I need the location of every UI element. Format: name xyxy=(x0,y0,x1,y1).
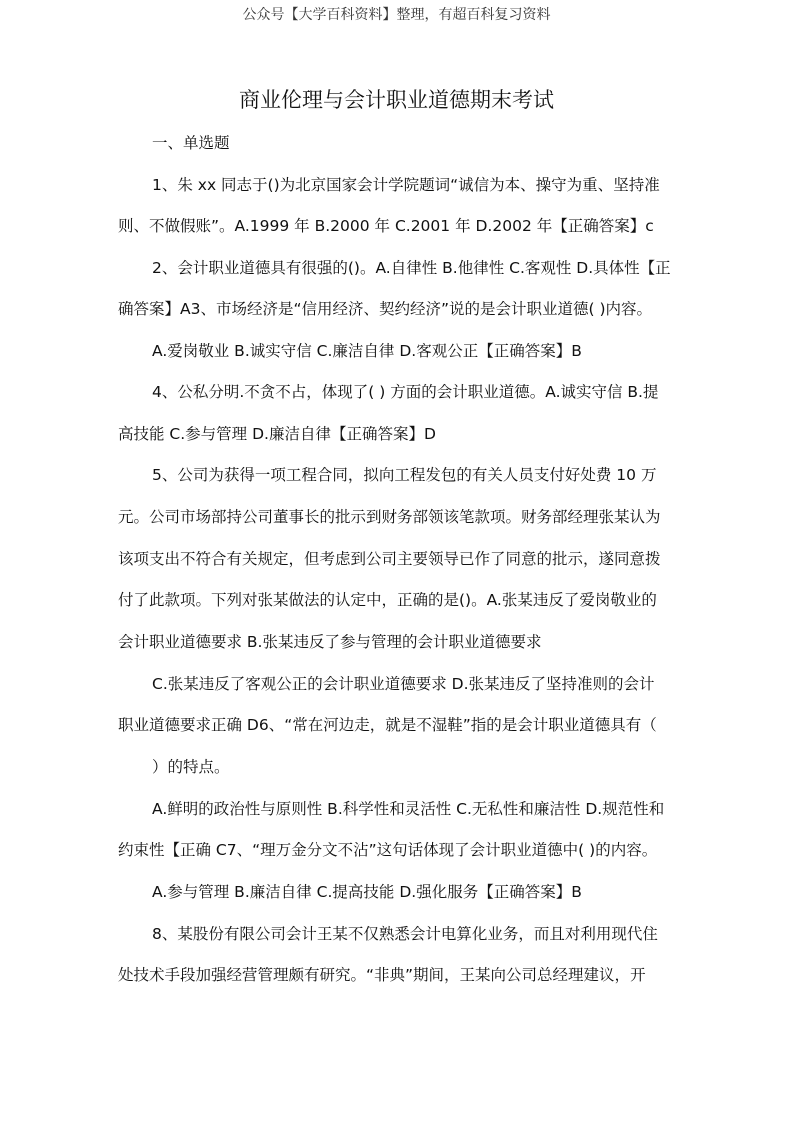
document-title: 商业伦理与会计职业道德期末考试 xyxy=(239,88,554,112)
paragraph-line: 处技术手段加强经营管理颇有研究。“非典”期间，王某向公司总经理建议，开 xyxy=(118,966,646,984)
section-heading: 一、单选题 xyxy=(152,134,230,152)
paragraph-line: 8、某股份有限公司会计王某不仅熟悉会计电算化业务，而且对利用现代住 xyxy=(152,925,658,943)
paragraph-line: 该项支出不符合有关规定，但考虑到公司主要领导已作了同意的批示，遂同意拨 xyxy=(118,550,661,568)
paragraph-line: C.张某违反了客观公正的会计职业道德要求 D.张某违反了坚持准则的会计 xyxy=(152,675,655,693)
paragraph-line: A.参与管理 B.廉洁自律 C.提高技能 D.强化服务【正确答案】B xyxy=(152,883,582,901)
paragraph-line: 4、公私分明.不贪不占，体现了( ) 方面的会计职业道德。A.诚实守信 B.提 xyxy=(152,383,659,401)
paragraph-line: 元。公司市场部持公司董事长的批示到财务部领该笔款项。财务部经理张某认为 xyxy=(118,508,661,526)
paragraph-line: 高技能 C.参与管理 D.廉洁自律【正确答案】D xyxy=(118,425,436,443)
paragraph-line: 职业道德要求正确 D6、“常在河边走，就是不湿鞋”指的是会计职业道德具有（ xyxy=(118,716,657,734)
paragraph-line: 则、不做假账”。A.1999 年 B.2000 年 C.2001 年 D.2002 年【正确答案】c xyxy=(118,217,654,235)
paragraph-line: 2、会计职业道德具有很强的()。A.自律性 B.他律性 C.客观性 D.具体性【正 xyxy=(152,259,671,277)
paragraph-line: 会计职业道德要求 B.张某违反了参与管理的会计职业道德要求 xyxy=(118,633,542,651)
paragraph-line: ）的特点。 xyxy=(152,758,230,776)
paragraph-line: 约束性【正确 C7、“理万金分文不沾”这句话体现了会计职业道德中( )的内容。 xyxy=(118,841,658,859)
page-header-note: 公众号【大学百科资料】整理，有超百科复习资料 xyxy=(242,7,551,23)
paragraph-line: 确答案】A3、市场经济是“信用经济、契约经济”说的是会计职业道德( )内容。 xyxy=(118,300,653,318)
paragraph-line: A.鲜明的政治性与原则性 B.科学性和灵活性 C.无私性和廉洁性 D.规范性和 xyxy=(152,800,665,818)
paragraph-line: A.爱岗敬业 B.诚实守信 C.廉洁自律 D.客观公正【正确答案】B xyxy=(152,342,582,360)
paragraph-line: 付了此款项。下列对张某做法的认定中，正确的是()。A.张某违反了爱岗敬业的 xyxy=(118,591,657,609)
paragraph-line: 5、公司为获得一项工程合同，拟向工程发包的有关人员支付好处费 10 万 xyxy=(152,466,657,484)
paragraph-line: 1、朱 xx 同志于()为北京国家会计学院题词“诚信为本、操守为重、坚持准 xyxy=(152,176,660,194)
